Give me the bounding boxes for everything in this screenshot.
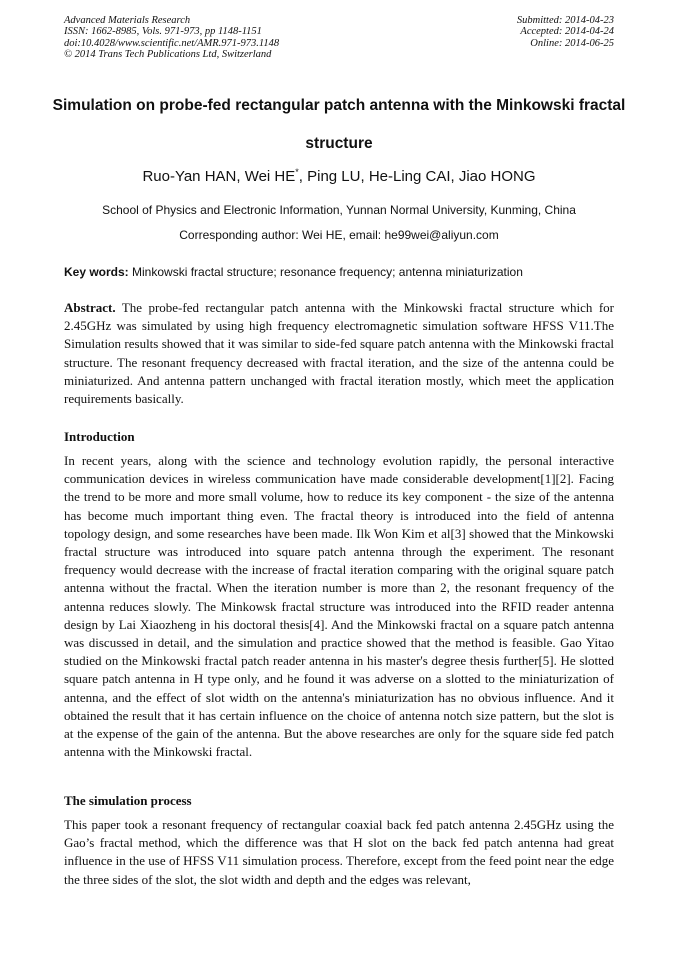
accepted-date: Accepted: 2014-04-24 bbox=[520, 26, 614, 38]
submitted-date: Submitted: 2014-04-23 bbox=[516, 15, 614, 26]
introduction-text: In recent years, along with the science and technology evolution rapidly, the personal interactive communication devices in wireless communication have made considerable development[1][2]. Facing the trend to be more and more small volume, how to reduce its key component - the size of the antenna has become much important thing even. The fractal theory is introduced into the field of antenna topology design, and some researches have been made. Ilk Won Kim et al[3] showed that the Minkowski fractal structure was introduced into square patch antenna through the experiment. The resonant frequency would decrease with the increase of fractal iteration comparing with the original square patch antenna without the fractal. When the iteration number is more than 2, the resonant frequency of the antenna reduces slowly. The Minkowsk fractal structure was introduced into the RFID reader antenna design by Lai Xiaozheng in his doctoral thesis[4]. And the Minkowski fractal on a square patch antenna was discussed in detail, and the simulation and practice showed that the method is feasible. Gao Yitao studied on the Minkowski fractal patch reader antenna in his master's degree thesis further[5]. He slotted square patch antenna in H type only, and he found it was adverse on a slotted to the miniaturization of antenna, and the effect of slot width on the antenna's miniaturization has no obvious influence. And it obtained the result that it has certain influence on the choice of antenna notch size pattern, but the slot is at the expense of the gain of the antenna. But the above researches are only for the square side fed patch antenna with the Minkowski fractal. bbox=[64, 453, 614, 760]
introduction-heading: Introduction bbox=[64, 429, 135, 444]
journal-name: Advanced Materials Research bbox=[64, 15, 191, 26]
doi-line: doi:10.4028/www.scientific.net/AMR.971-973.1148 bbox=[64, 37, 280, 49]
simulation-text: This paper took a resonant frequency of rectangular coaxial back fed patch antenna 2.45GHz using the Gao’s fractal method, which the difference was that H slot on the back fed patch antenna had great influence in the use of HFSS V11 simulation process. Therefore, except from the feed point near the edge the three sides of the slot, the slot width and depth and the edges was relevant, bbox=[64, 817, 614, 887]
corresponding-mark: * bbox=[295, 167, 299, 177]
abstract-label: Abstract. bbox=[64, 300, 116, 315]
keywords-text: Minkowski fractal structure; resonance frequency; antenna miniaturization bbox=[128, 265, 523, 279]
publication-dates bbox=[517, 15, 614, 49]
keywords bbox=[64, 265, 523, 279]
paper-title: Simulation on probe-fed rectangular patch antenna with the Minkowski fractal structure bbox=[52, 97, 626, 152]
copyright-line: © 2014 Trans Tech Publications Ltd, Switzerland bbox=[64, 48, 272, 60]
abstract bbox=[64, 299, 614, 408]
abstract-text: The probe-fed rectangular patch antenna with the Minkowski fractal structure which for 2.45GHz was simulated by using high frequency electromagnetic simulation software HFSS V11.The Simulation results showed that it was similar to side-fed square patch antenna with the Minkowski fractal structure. The resonant frequency decreased with fractal iteration, and the size of the antenna could be miniaturized. And antenna pattern unchanged with fractal iteration mostly, which meet the application requirements basically. bbox=[64, 300, 614, 407]
simulation-heading: The simulation process bbox=[64, 793, 192, 808]
online-date: Online: 2014-06-25 bbox=[530, 37, 614, 49]
authors-part-1: Ruo-Yan HAN, Wei HE bbox=[142, 168, 296, 185]
corresponding-author: Corresponding author: Wei HE, email: he99wei@aliyun.com bbox=[179, 228, 499, 242]
authors-part-2: , Ping LU, He-Ling CAI, Jiao HONG bbox=[298, 168, 536, 185]
affiliation: School of Physics and Electronic Information, Yunnan Normal University, Kunming, China bbox=[102, 203, 576, 217]
journal-info bbox=[64, 15, 279, 60]
keywords-label: Key words: bbox=[64, 265, 129, 279]
author-list bbox=[0, 167, 678, 185]
issn-line: ISSN: 1662-8985, Vols. 971-973, pp 1148-1151 bbox=[64, 26, 262, 38]
